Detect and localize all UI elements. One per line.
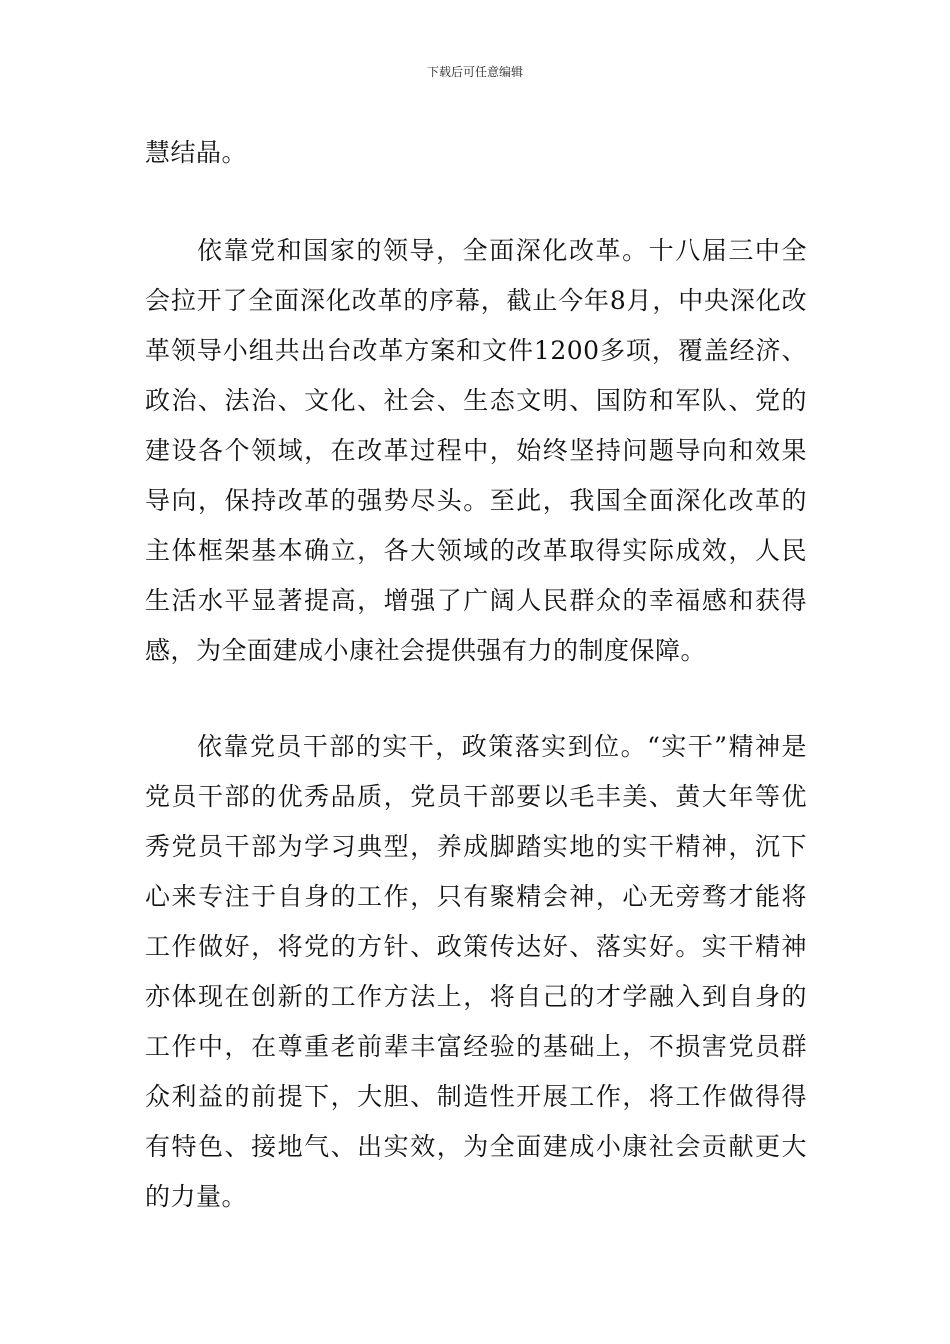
paragraph-continuation: 慧结晶。 xyxy=(145,138,248,167)
paragraph-reform: 依靠党和国家的领导，全面深化改革。十八届三中全会拉开了全面深化改革的序幕，截止今年8月，中央深化改革领导小组共出台改革方案和文件1200多项，覆盖经济、政治、法治、文化、社会、生态文明、国防和军队、党的建设各个领域，在改革过程中，始终坚持问题导向和效果导向，保持改革的强势尽头。至此，我国全面深化改革的主体框架基本确立，各大领域的改革取得实际成效，人民生活水平显著提高，增强了广阔人民群众的幸福感和获得感，为全面建成小康社会提供强有力的制度保障。 xyxy=(145,236,807,665)
header-note: 下载后可任意编辑 xyxy=(426,65,523,79)
paragraph-cadres: 依靠党员干部的实干，政策落实到位。“实干”精神是党员干部的优秀品质，党员干部要以毛丰美、黄大年等优秀党员干部为学习典型，养成脚踏实地的实干精神，沉下心来专注于自身的工作，只有聚精会神，心无旁骛才能将工作做好，将党的方针、政策传达好、落实好。实干精神亦体现在创新的工作方法上，将自己的才学融入到自身的工作中，在尊重老前辈丰富经验的基础上，不损害党员群众利益的前提下，大胆、制造性开展工作，将工作做得得有特色、接地气、出实效，为全面建成小康社会贡献更大的力量。 xyxy=(145,732,807,1211)
